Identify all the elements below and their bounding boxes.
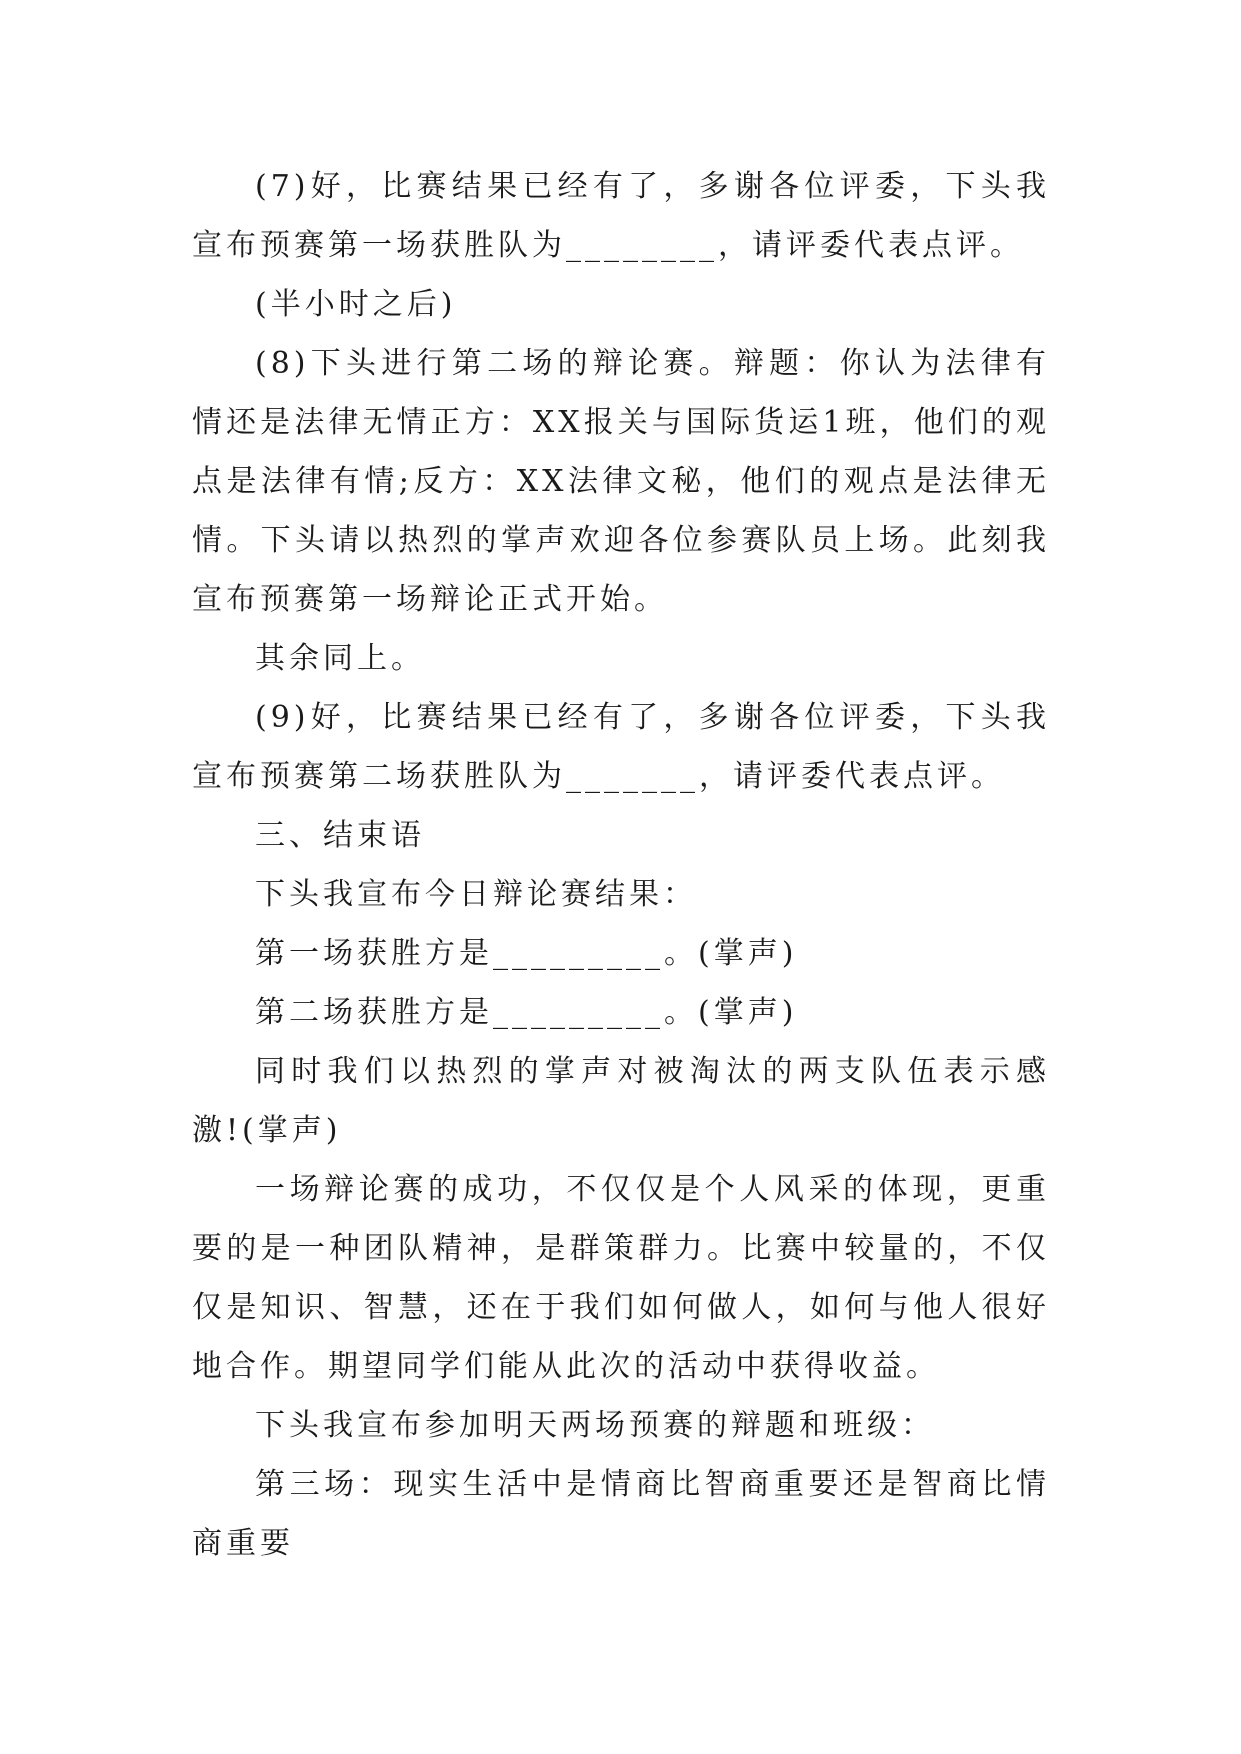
paragraph-round9-result: (9)好，比赛结果已经有了，多谢各位评委，下头我宣布预赛第二场获胜队为_______，请评委代表点评。 xyxy=(192,700,1050,794)
section-heading-closing: 三、结束语 xyxy=(255,818,425,853)
paragraph-thanks-eliminated: 同时我们以热烈的掌声对被淘汰的两支队伍表示感激!(掌声) xyxy=(192,1054,1050,1148)
paragraph-second-winner: 第二场获胜方是_________。(掌声) xyxy=(255,995,798,1030)
paragraph-half-hour-later: (半小时之后) xyxy=(255,287,457,322)
paragraph-announce-results: 下头我宣布今日辩论赛结果： xyxy=(255,877,697,912)
paragraph-first-winner: 第一场获胜方是_________。(掌声) xyxy=(255,936,798,971)
paragraph-round8-debate: (8)下头进行第二场的辩论赛。辩题：你认为法律有情还是法律无情正方：XX报关与国际货运1班，他们的观点是法律有情;反方：XX法律文秘，他们的观点是法律无情。下头请以热烈的掌声欢迎各位参赛队员上场。此刻我宣布预赛第一场辩论正式开始。 xyxy=(192,346,1050,617)
paragraph-round7-result: (7)好，比赛结果已经有了，多谢各位评委，下头我宣布预赛第一场获胜队为________，请评委代表点评。 xyxy=(192,169,1050,263)
document-body xyxy=(192,157,1050,1573)
paragraph-team-spirit: 一场辩论赛的成功，不仅仅是个人风采的体现，更重要的是一种团队精神，是群策群力。比赛中较量的，不仅仅是知识、智慧，还在于我们如何做人，如何与他人很好地合作。期望同学们能从此次的活动中获得收益。 xyxy=(192,1172,1050,1384)
paragraph-third-round: 第三场：现实生活中是情商比智商重要还是智商比情商重要 xyxy=(192,1467,1050,1561)
paragraph-rest-same: 其余同上。 xyxy=(255,641,425,676)
paragraph-tomorrow-topics: 下头我宣布参加明天两场预赛的辩题和班级： xyxy=(255,1408,935,1443)
